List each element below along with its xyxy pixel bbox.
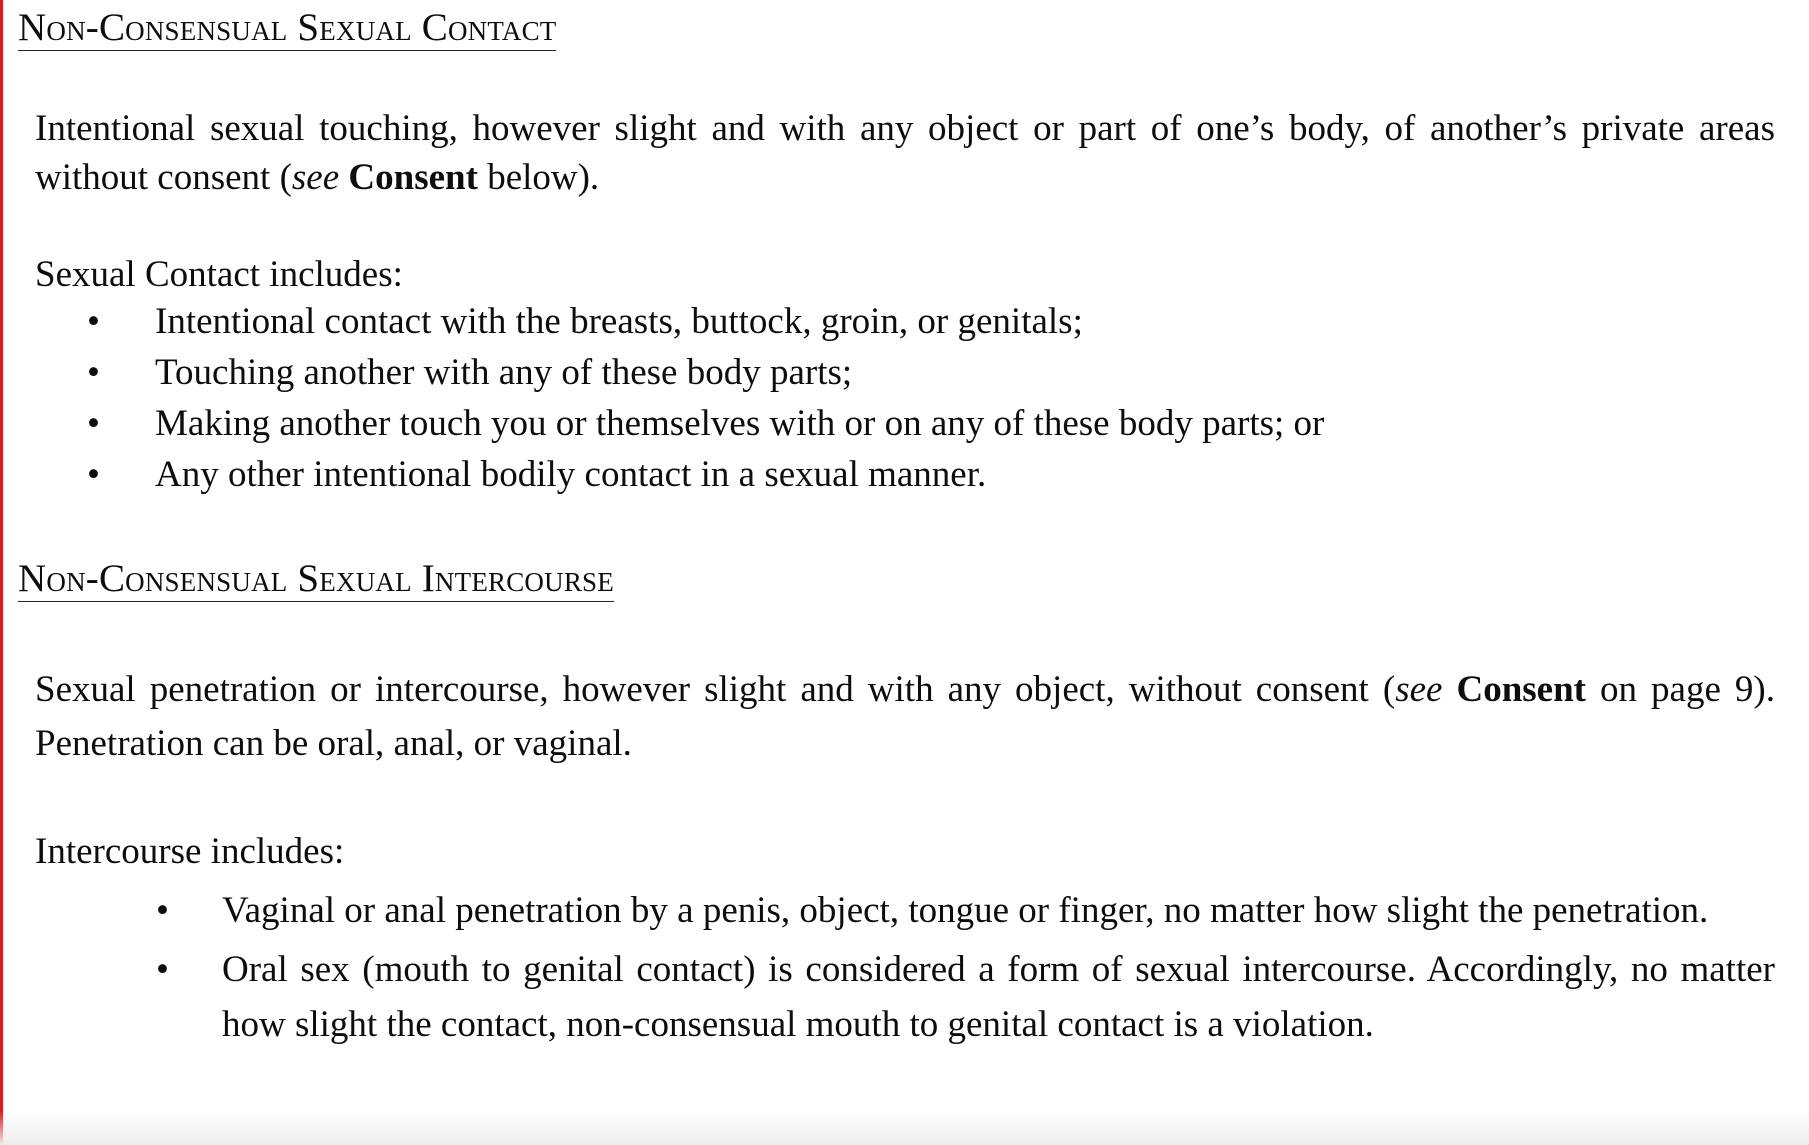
consent-reference: Consent [1456,669,1586,710]
list-item-text: Intentional contact with the breasts, buttock, groin, or genitals; [155,301,1083,342]
list-item-text: Touching another with any of these body parts; [155,352,853,393]
sexual-contact-list-label: Sexual Contact includes: [35,254,403,295]
intercourse-list-label: Intercourse includes: [35,831,345,872]
bullet-icon: • [156,890,169,931]
bullet-icon: • [87,301,100,342]
list-item [156,883,1775,938]
list-item-text: Oral sex (mouth to genital contact) is considered a form of sexual intercourse. Accordingly, no matter how slight the contact, non-consensual mouth to genital contact is a violation. [222,949,1775,1045]
list-item [35,449,1324,500]
see-reference: see [1395,669,1443,710]
definition-text-end: on page 9). Penetration can be oral, anal, or vaginal. [35,669,1775,764]
bottom-page-fade [0,1111,1809,1145]
section-heading-non-consensual-sexual-intercourse: Non-Consensual Sexual Intercourse [18,557,614,600]
bullet-icon: • [87,454,100,495]
section-heading-non-consensual-sexual-contact: Non-Consensual Sexual Contact [18,6,557,49]
list-item [35,296,1324,347]
definition-text: Intentional sexual touching, however slight and with any object or part of one’s body, of another’s private areas without consent ( [35,108,1775,198]
list-item [35,398,1324,449]
bullet-icon: • [87,403,100,444]
list-item-text: Any other intentional bodily contact in a sexual manner. [155,454,987,495]
list-item-text: Making another touch you or themselves with or on any of these body parts; or [155,403,1325,444]
sexual-contact-list [35,296,1324,500]
intercourse-list [156,883,1775,1056]
see-reference: see [291,157,340,198]
definition-text: Sexual penetration or intercourse, however slight and with any object, without consent ( [35,669,1396,710]
bullet-icon: • [156,949,169,990]
consent-reference: Consent [348,157,478,198]
contact-definition-paragraph [35,104,1775,202]
left-margin-rule [0,0,3,1145]
list-item [156,942,1775,1052]
intercourse-definition-paragraph [35,663,1775,771]
definition-text-end: below). [477,157,600,198]
list-item-text: Vaginal or anal penetration by a penis, object, tongue or finger, no matter how slight the penetration. [222,890,1709,931]
list-item [35,347,1324,398]
bullet-icon: • [87,352,100,393]
